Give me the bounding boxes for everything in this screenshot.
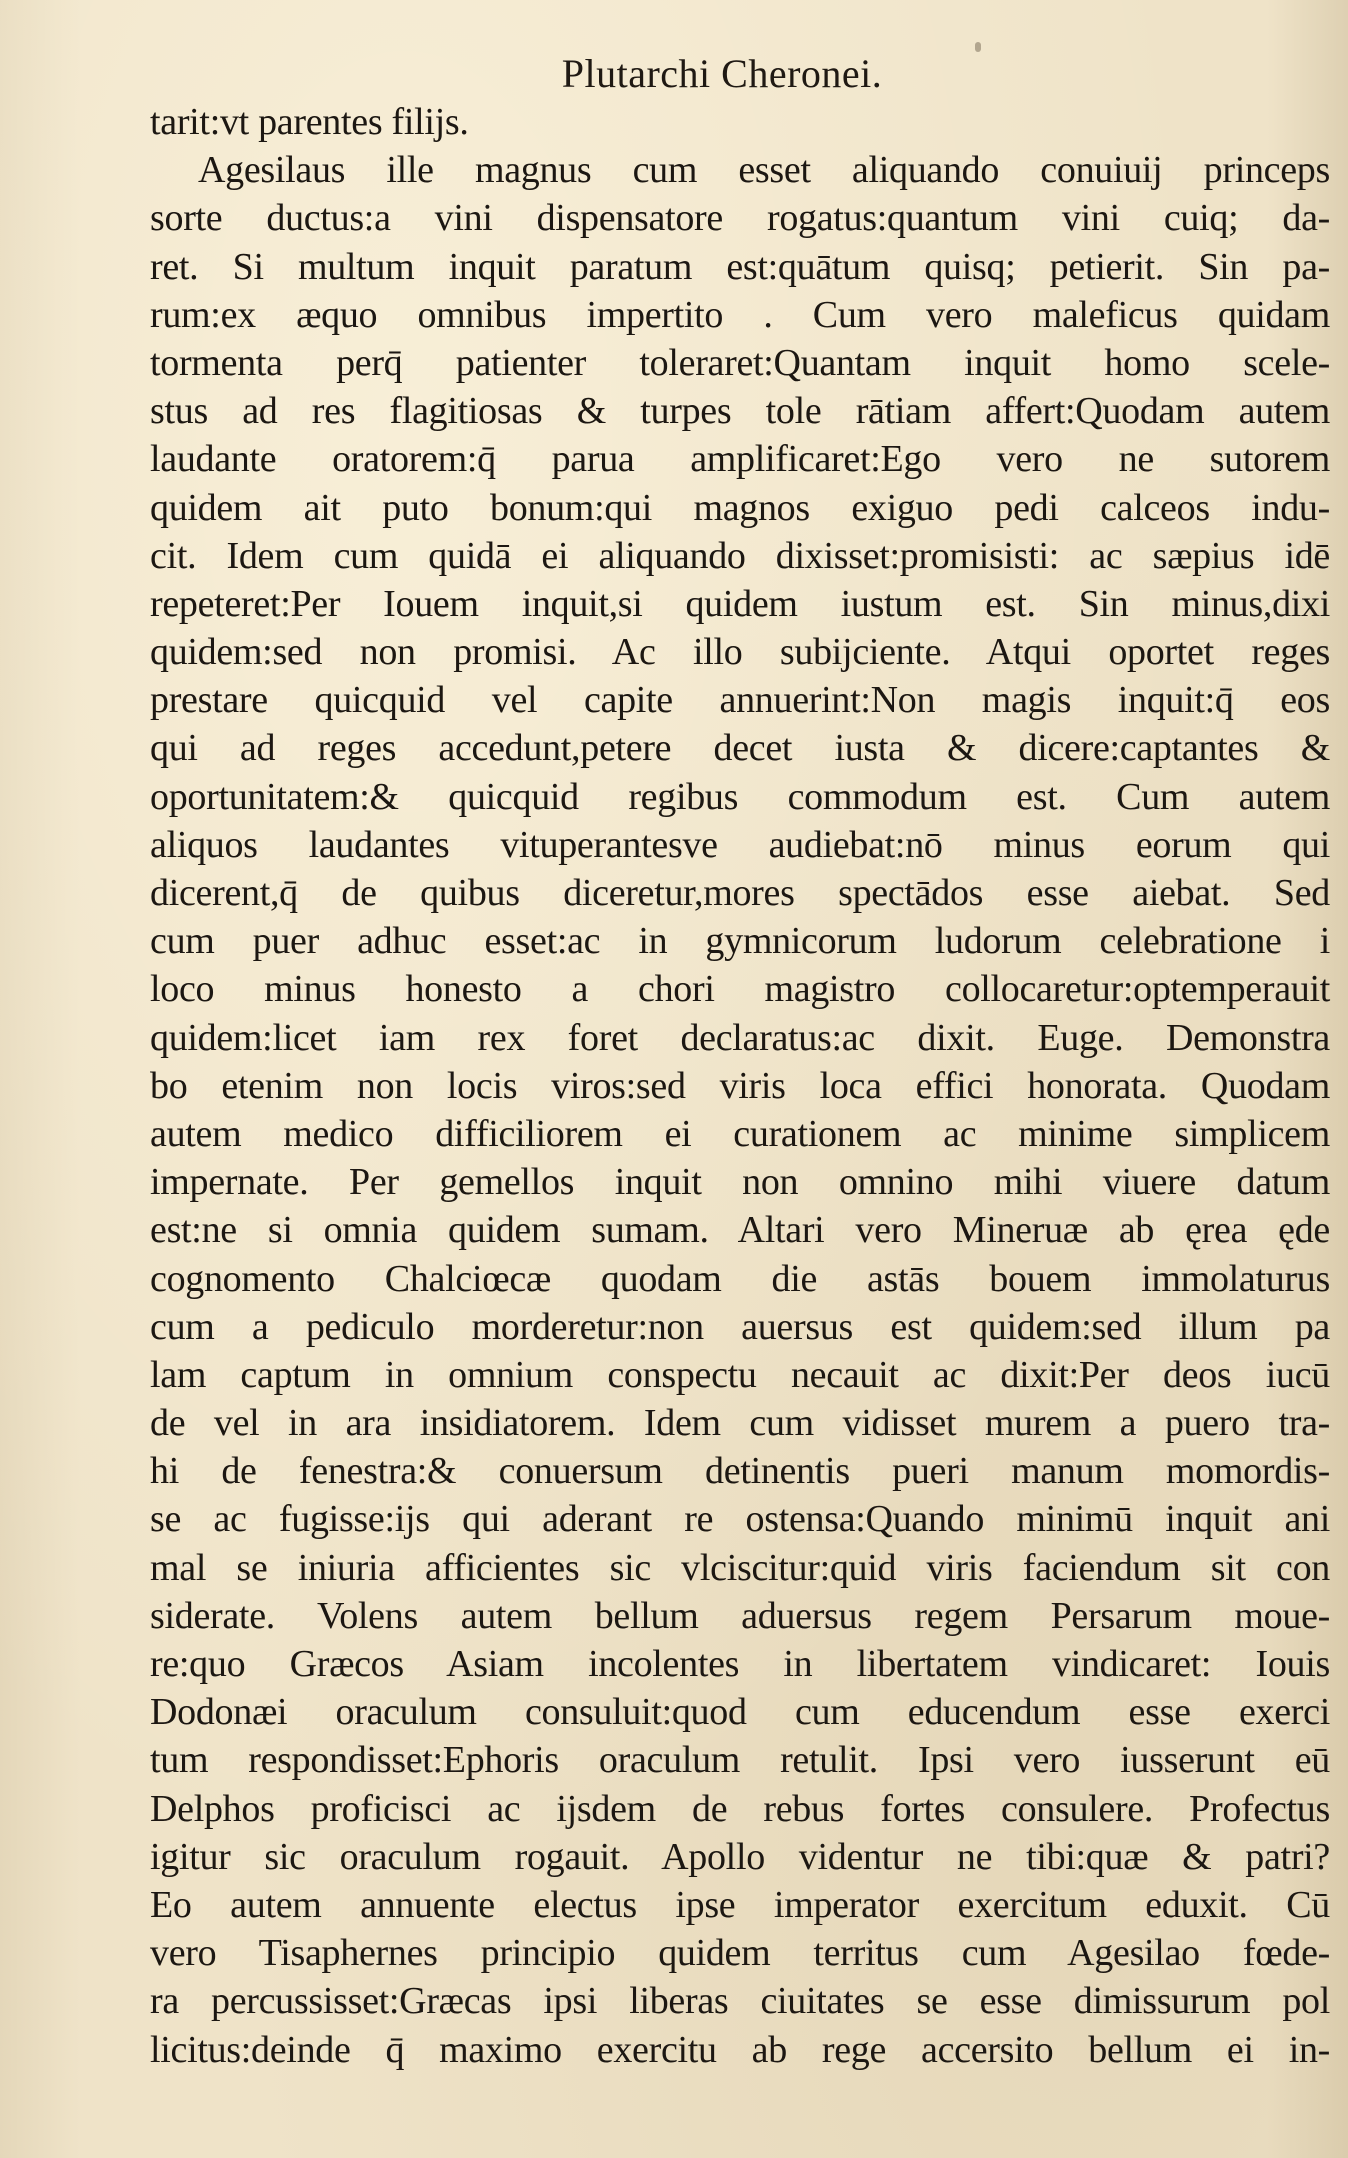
- text-line: bo etenim non locis viros:sed viris loca effici honorata. Quodam: [150, 1064, 1330, 1107]
- text-line: cum puer adhuc esset:ac in gymnicorum ludorum celebratione i: [150, 920, 1330, 963]
- text-line: tormenta perq̄ patienter toleraret:Quantam inquit homo scele-: [150, 341, 1330, 384]
- text-line: quidem:sed non promisi. Ac illo subijciente. Atqui oportet reges: [150, 631, 1330, 674]
- text-line: laudante oratorem:q̄ parua amplificaret:Ego vero ne sutorem: [150, 438, 1330, 481]
- body-text: [150, 98, 1330, 2074]
- text-line: est:ne si omnia quidem sumam. Altari vero Mineruæ ab ęrea ęde: [150, 1209, 1330, 1252]
- text-line: loco minus honesto a chori magistro collocaretur:optemperauit: [150, 968, 1330, 1011]
- text-line: igitur sic oraculum rogauit. Apollo videntur ne tibi:quæ & patri?: [150, 1835, 1330, 1878]
- text-line: se ac fugisse:ijs qui aderant re ostensa:Quando minimū inquit ani: [150, 1498, 1330, 1541]
- running-head-text: Plutarchi Cheronei.: [561, 51, 883, 96]
- text-line: impernate. Per gemellos inquit non omnino mihi viuere datum: [150, 1161, 1330, 1204]
- text-line: Delphos proficisci ac ijsdem de rebus fortes consulere. Profectus: [150, 1787, 1330, 1830]
- text-line: lam captum in omnium conspectu necauit ac dixit:Per deos iucū: [150, 1353, 1330, 1396]
- text-line: hi de fenestra:& conuersum detinentis pueri manum momordis-: [150, 1450, 1330, 1493]
- text-line: siderate. Volens autem bellum aduersus regem Persarum moue-: [150, 1594, 1330, 1637]
- text-line: rum:ex æquo omnibus impertito . Cum vero maleficus quidam: [150, 293, 1330, 336]
- text-line: quidem ait puto bonum:qui magnos exiguo pedi calceos indu-: [150, 486, 1330, 529]
- text-line: ra percussisset:Græcas ipsi liberas ciuitates se esse dimissurum pol: [150, 1980, 1330, 2023]
- text-line: de vel in ara insidiatorem. Idem cum vidisset murem a puero tra-: [150, 1402, 1330, 1445]
- text-line: dicerent,q̄ de quibus diceretur,mores spectādos esse aiebat. Sed: [150, 872, 1330, 914]
- text-line: tarit:vt parentes filijs.: [150, 101, 469, 143]
- text-line: stus ad res flagitiosas & turpes tole rātiam affert:Quodam autem: [150, 390, 1330, 433]
- text-line: cit. Idem cum quidā ei aliquando dixisset:promisisti: ac sæpius idē: [150, 534, 1330, 577]
- text-line: prestare quicquid vel capite annuerint:Non magis inquit:q̄ eos: [150, 679, 1330, 722]
- text-line: quidem:licet iam rex foret declaratus:ac dixit. Euge. Demonstra: [150, 1016, 1330, 1059]
- text-line: vero Tisaphernes principio quidem territus cum Agesilao fœde-: [150, 1932, 1330, 1975]
- text-line: autem medico difficiliorem ei curationem ac minime simplicem: [150, 1112, 1330, 1155]
- text-line: cum a pediculo morderetur:non auersus est quidem:sed illum pa: [150, 1305, 1330, 1348]
- text-line: Eo autem annuente electus ipse imperator exercitum eduxit. Cū: [150, 1883, 1330, 1926]
- text-line: mal se iniuria afficientes sic vlciscitur:quid viris faciendum sit con: [150, 1546, 1330, 1589]
- text-line: Dodonæi oraculum consuluit:quod cum educendum esse exerci: [150, 1691, 1330, 1734]
- text-line: qui ad reges accedunt,petere decet iusta & dicere:captantes &: [150, 727, 1330, 770]
- text-line: re:quo Græcos Asiam incolentes in libertatem vindicaret: Iouis: [150, 1643, 1330, 1685]
- text-line: sorte ductus:a vini dispensatore rogatus:quantum vini cuiq; da-: [150, 197, 1330, 240]
- running-head: [0, 50, 1348, 97]
- text-line: repeteret:Per Iouem inquit,si quidem iustum est. Sin minus,dixi: [150, 582, 1330, 625]
- text-line: aliquos laudantes vituperantesve audiebat:nō minus eorum qui: [150, 823, 1330, 866]
- text-line: ret. Si multum inquit paratum est:quātum quisq; petierit. Sin pa-: [150, 245, 1330, 288]
- text-line: licitus:deinde q̄ maximo exercitu ab rege accersito bellum ei in-: [150, 2028, 1330, 2071]
- text-line: tum respondisset:Ephoris oraculum retulit. Ipsi vero iusserunt eū: [150, 1739, 1330, 1782]
- text-line: cognomento Chalciœcæ quodam die astās bouem immolaturus: [150, 1257, 1330, 1300]
- text-line: oportunitatem:& quicquid regibus commodum est. Cum autem: [150, 775, 1330, 818]
- text-line: Agesilaus ille magnus cum esset aliquando conuiuij princeps: [198, 149, 1330, 192]
